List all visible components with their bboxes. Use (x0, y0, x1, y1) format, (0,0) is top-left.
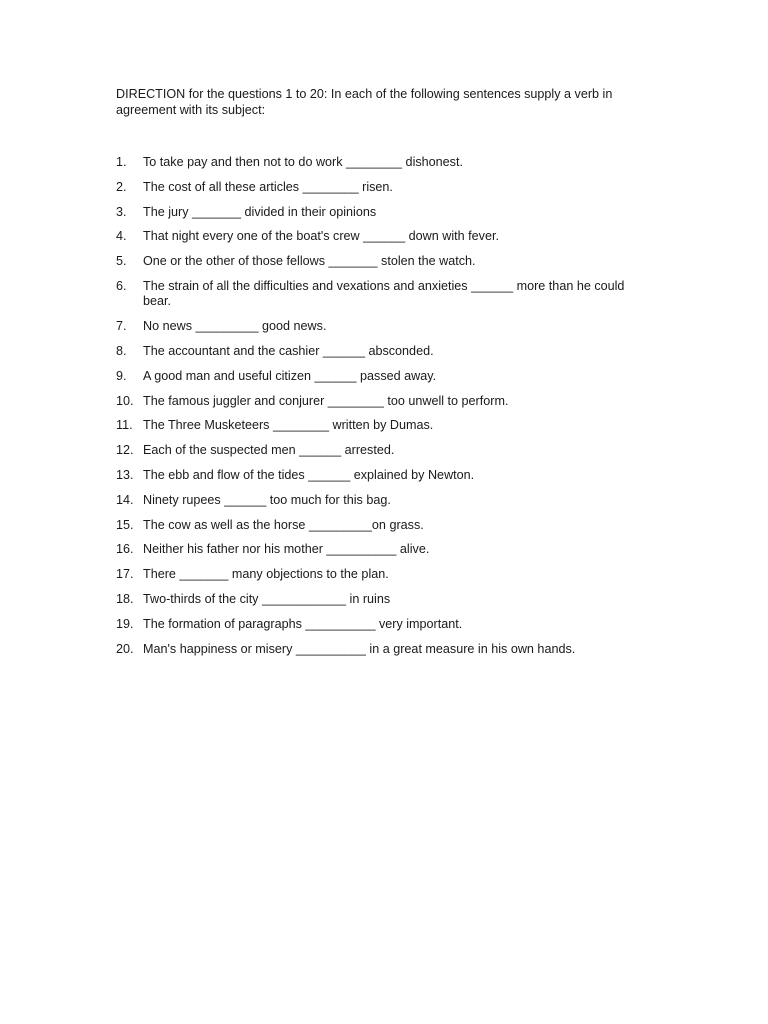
question-text: A good man and useful citizen ______ passed away. (143, 368, 437, 383)
question-text: No news _________ good news. (143, 319, 327, 334)
question-item (116, 344, 648, 360)
question-text: Two-thirds of the city ____________ in ruins (143, 592, 391, 607)
question-number: 1. (116, 155, 127, 169)
question-item (116, 155, 648, 171)
question-text: Neither his father nor his mother __________ alive. (143, 542, 430, 557)
question-number: 7. (116, 319, 127, 334)
question-item (116, 279, 648, 310)
question-text: The formation of paragraphs __________ very important. (143, 616, 463, 631)
question-item (116, 369, 648, 385)
question-text: Ninety rupees ______ too much for this bag. (143, 492, 391, 507)
question-number: 3. (116, 204, 127, 219)
question-number: 15. (116, 517, 134, 532)
question-item (116, 567, 648, 583)
question-item (116, 493, 648, 509)
question-number: 20. (116, 641, 134, 656)
question-item (116, 443, 648, 459)
question-item (116, 518, 648, 534)
question-number: 12. (116, 443, 134, 458)
question-text: The strain of all the difficulties and vexations and anxieties ______ more than he could bear. (143, 278, 625, 309)
question-number: 11. (116, 418, 133, 433)
question-text: There _______ many objections to the plan. (143, 567, 389, 582)
question-item (116, 642, 648, 658)
question-text: The Three Musketeers ________ written by Dumas. (143, 418, 434, 433)
question-item (116, 542, 648, 558)
question-list (116, 155, 648, 657)
question-item (116, 254, 648, 270)
question-number: 14. (116, 492, 134, 507)
question-text: The jury _______ divided in their opinions (143, 204, 377, 219)
question-item (116, 592, 648, 608)
question-number: 4. (116, 229, 127, 244)
question-item (116, 319, 648, 335)
question-text: The cost of all these articles ________ risen. (143, 179, 393, 194)
question-number: 8. (116, 344, 127, 359)
question-text: The accountant and the cashier ______ absconded. (143, 344, 434, 359)
question-number: 19. (116, 616, 134, 631)
question-number: 6. (116, 278, 127, 293)
question-number: 13. (116, 468, 134, 483)
question-number: 17. (116, 567, 134, 582)
question-text: The famous juggler and conjurer ________ too unwell to perform. (143, 393, 509, 408)
question-text: The ebb and flow of the tides ______ explained by Newton. (143, 468, 475, 483)
question-number: 16. (116, 542, 134, 557)
question-number: 9. (116, 368, 127, 383)
question-text: To take pay and then not to do work ________ dishonest. (143, 155, 463, 169)
question-number: 2. (116, 179, 127, 194)
question-item (116, 180, 648, 196)
question-text: Man's happiness or misery __________ in a great measure in his own hands. (143, 641, 576, 656)
question-item (116, 205, 648, 221)
question-item (116, 229, 648, 245)
question-number: 18. (116, 592, 134, 607)
question-item (116, 394, 648, 410)
question-text: Each of the suspected men ______ arrested. (143, 443, 395, 458)
question-text: That night every one of the boat's crew ______ down with fever. (143, 229, 499, 244)
question-item (116, 418, 648, 434)
question-number: 5. (116, 254, 127, 269)
question-text: One or the other of those fellows _______ stolen the watch. (143, 254, 476, 269)
question-item (116, 468, 648, 484)
direction-text: DIRECTION for the questions 1 to 20: In each of the following sentences supply a verb in agreement with its subject: (116, 87, 613, 117)
question-number: 10. (116, 393, 134, 408)
question-text: The cow as well as the horse _________on grass. (143, 517, 424, 532)
question-item (116, 617, 648, 633)
